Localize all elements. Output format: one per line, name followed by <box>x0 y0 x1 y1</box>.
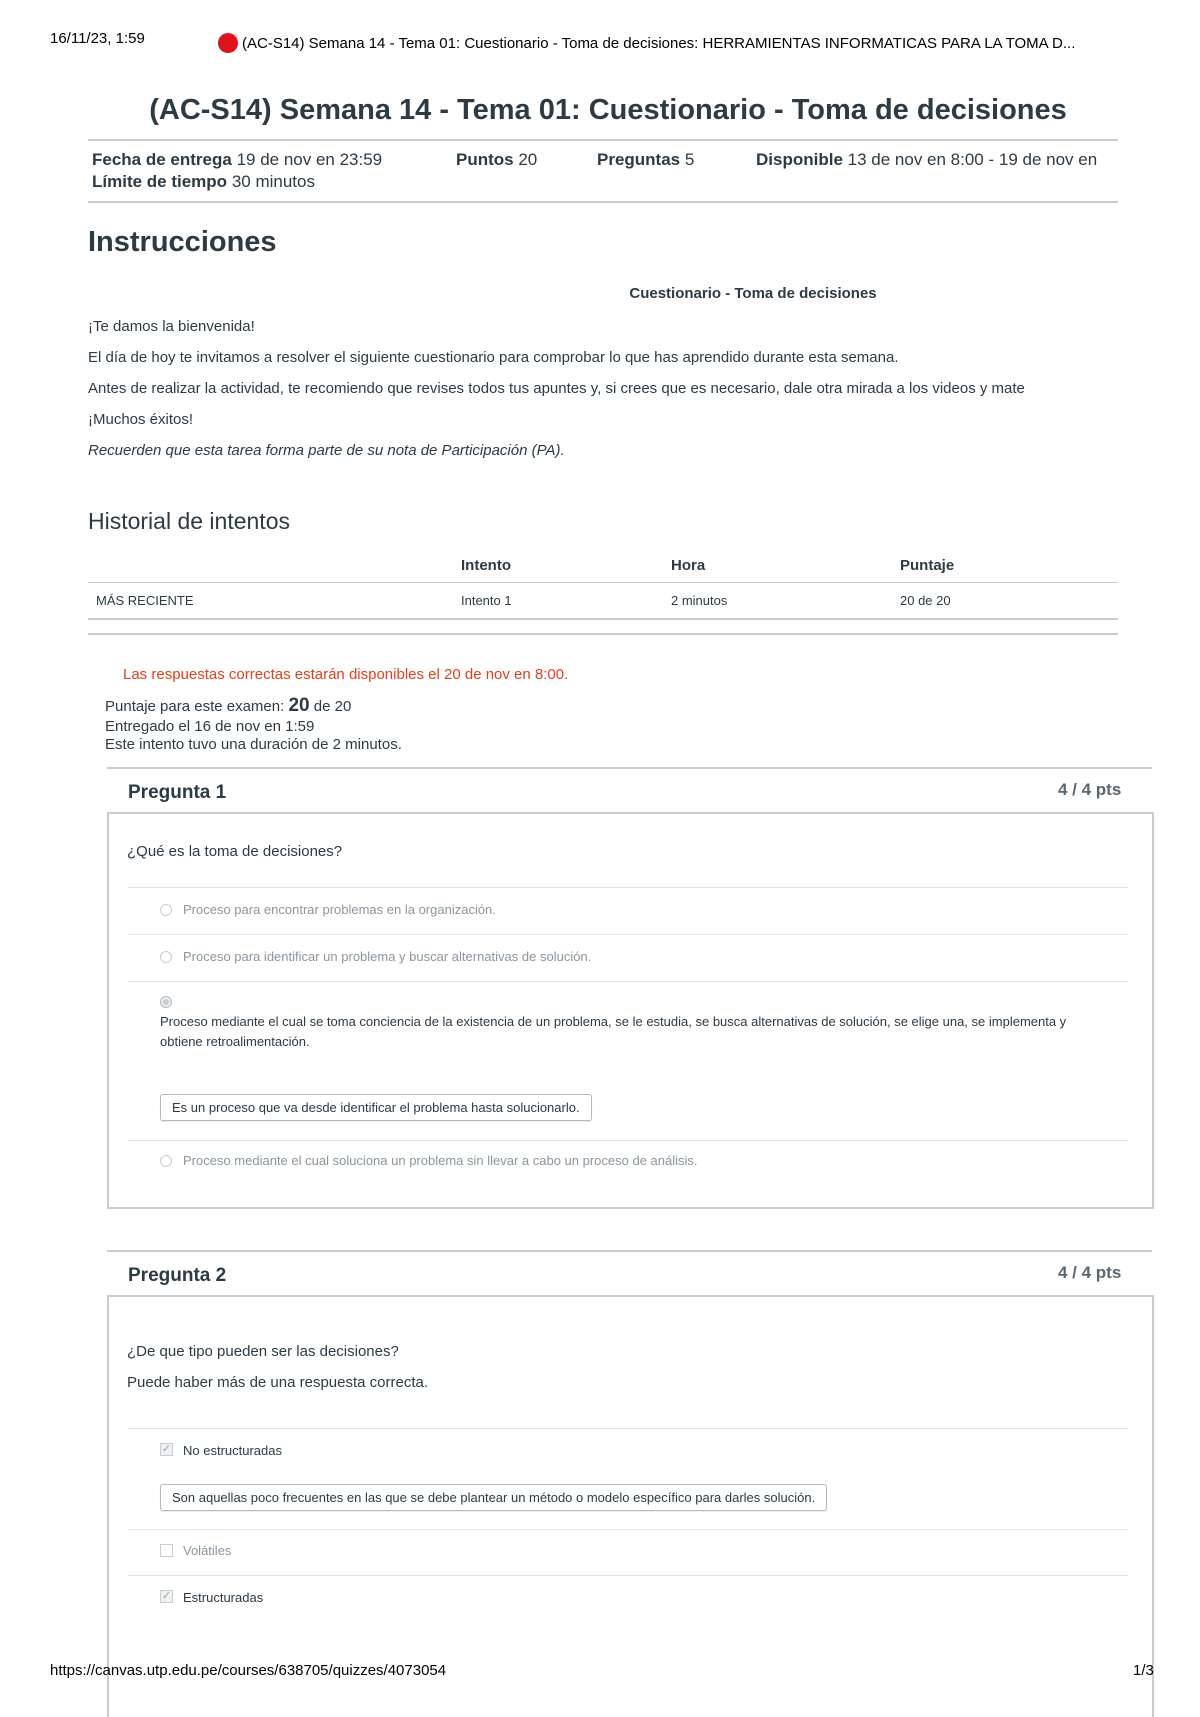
divider <box>88 139 1118 141</box>
checkbox-checked[interactable]: ✓ <box>161 1590 172 1602</box>
due-value: 19 de nov en 23:59 <box>236 150 383 169</box>
score-value: 20 <box>288 695 310 716</box>
answer-divider <box>128 1428 1128 1429</box>
column-header <box>88 553 461 583</box>
question-box <box>107 812 1154 1209</box>
question-points: 4 / 4 pts <box>1058 780 1122 799</box>
column-header: Puntaje <box>900 553 1118 583</box>
recording-icon <box>218 33 238 53</box>
divider <box>88 633 1118 635</box>
available-label: Disponible <box>756 150 843 169</box>
row-label: MÁS RECIENTE <box>88 583 461 620</box>
print-tab-title-text: (AC-S14) Semana 14 - Tema 01: Cuestionario - Toma de decisiones: HERRAMIENTAS INFORMATICAS PARA LA TOMA D... <box>242 34 1076 52</box>
answer-text-selected: Proceso mediante el cual se toma conciencia de la existencia de un problema, se le estudia, se busca alternativas de solución, se elige una, se implementa y obtiene retroalimentación. <box>160 1014 1067 1049</box>
questions-value: 5 <box>684 150 695 169</box>
print-date: 16/11/23, 1:59 <box>50 30 145 47</box>
instructions-subheading: Cuestionario - Toma de decisiones <box>629 285 877 302</box>
answer-text: Estructuradas <box>183 1590 264 1605</box>
answer-divider <box>128 1529 1128 1530</box>
answer-text: No estructuradas <box>183 1443 282 1458</box>
answer-comment: Son aquellas poco frecuentes en las que se debe plantear un método o modelo específico para darles solución. <box>160 1484 827 1511</box>
answer-text: Volátiles <box>183 1543 232 1558</box>
checkbox-checked[interactable]: ✓ <box>161 1443 172 1455</box>
points-value: 20 <box>518 150 538 169</box>
answer-radio[interactable] <box>160 904 172 916</box>
print-tab-title <box>218 33 1075 53</box>
quiz-available <box>756 150 1118 170</box>
answer-text: Proceso mediante el cual soluciona un problema sin llevar a cabo un proceso de análisis. <box>183 1153 698 1168</box>
answer-divider <box>128 1575 1128 1576</box>
attempt-time: 2 minutos <box>671 583 900 620</box>
score-suffix: de 20 <box>313 698 352 715</box>
history-heading: Historial de intentos <box>88 508 290 534</box>
print-url: https://canvas.utp.edu.pe/courses/638705/quizzes/4073054 <box>50 1662 447 1679</box>
instructions-note: Recuerden que esta tarea forma parte de su nota de Participación (PA). <box>88 442 565 459</box>
instructions-heading: Instrucciones <box>88 226 277 258</box>
answer-divider <box>128 1140 1128 1141</box>
question-divider <box>107 1250 1152 1252</box>
checkbox[interactable] <box>160 1544 173 1557</box>
answer-divider <box>128 981 1128 982</box>
answer-comment: Es un proceso que va desde identificar el problema hasta solucionarlo. <box>160 1094 592 1121</box>
instructions-paragraph: ¡Muchos éxitos! <box>88 411 194 428</box>
question-subtext: Puede haber más de una respuesta correcta. <box>127 1374 429 1391</box>
quiz-time-limit <box>92 172 315 192</box>
attempt-link[interactable]: Intento 1 <box>461 583 671 620</box>
submitted-line: Entregado el 16 de nov en 1:59 <box>105 718 315 735</box>
question-title: Pregunta 2 <box>128 1265 227 1286</box>
attempts-table <box>88 553 1118 620</box>
answer-radio[interactable] <box>160 1155 172 1167</box>
available-value: 13 de nov en 8:00 - 19 de nov en <box>847 150 1098 169</box>
quiz-points <box>456 150 537 170</box>
column-header: Hora <box>671 553 900 583</box>
answer-divider <box>128 934 1128 935</box>
answer-radio-selected[interactable] <box>160 996 172 1008</box>
divider <box>88 201 1118 203</box>
answer-text: Proceso para encontrar problemas en la organización. <box>183 902 496 917</box>
table-header-row <box>88 553 1118 583</box>
question-divider <box>107 767 1152 769</box>
time-limit-value: 30 minutos <box>231 172 315 191</box>
instructions-paragraph: Antes de realizar la actividad, te recomiendo que revises todos tus apuntes y, si crees que es necesario, dale otra mirada a los videos y mate <box>88 380 1025 397</box>
answer-radio[interactable] <box>160 951 172 963</box>
questions-label: Preguntas <box>597 150 681 169</box>
instructions-paragraph: ¡Te damos la bienvenida! <box>88 318 255 335</box>
quiz-due <box>92 150 382 170</box>
answer-divider <box>128 887 1128 888</box>
page-title: (AC-S14) Semana 14 - Tema 01: Cuestionario - Toma de decisiones <box>149 94 1067 126</box>
table-row <box>88 583 1118 620</box>
instructions-paragraph: El día de hoy te invitamos a resolver el siguiente cuestionario para comprobar lo que has aprendido durante esta semana. <box>88 349 899 366</box>
question-text: ¿Qué es la toma de decisiones? <box>127 843 343 860</box>
quiz-questions-count <box>597 150 694 170</box>
score-prefix: Puntaje para este examen: <box>105 698 285 715</box>
duration-line: Este intento tuvo una duración de 2 minutos. <box>105 736 402 753</box>
question-title: Pregunta 1 <box>128 782 227 803</box>
score-line <box>105 695 351 717</box>
question-text: ¿De que tipo pueden ser las decisiones? <box>127 1343 399 1360</box>
column-header: Intento <box>461 553 671 583</box>
question-points: 4 / 4 pts <box>1058 1263 1122 1282</box>
correct-answers-note: Las respuestas correctas estarán disponibles el 20 de nov en 8:00. <box>123 666 569 683</box>
due-label: Fecha de entrega <box>92 150 232 169</box>
answer-text: Proceso para identificar un problema y buscar alternativas de solución. <box>183 949 592 964</box>
time-limit-label: Límite de tiempo <box>92 172 228 191</box>
points-label: Puntos <box>456 150 514 169</box>
print-page-number: 1/3 <box>1133 1662 1154 1679</box>
attempt-score: 20 de 20 <box>900 583 1118 620</box>
